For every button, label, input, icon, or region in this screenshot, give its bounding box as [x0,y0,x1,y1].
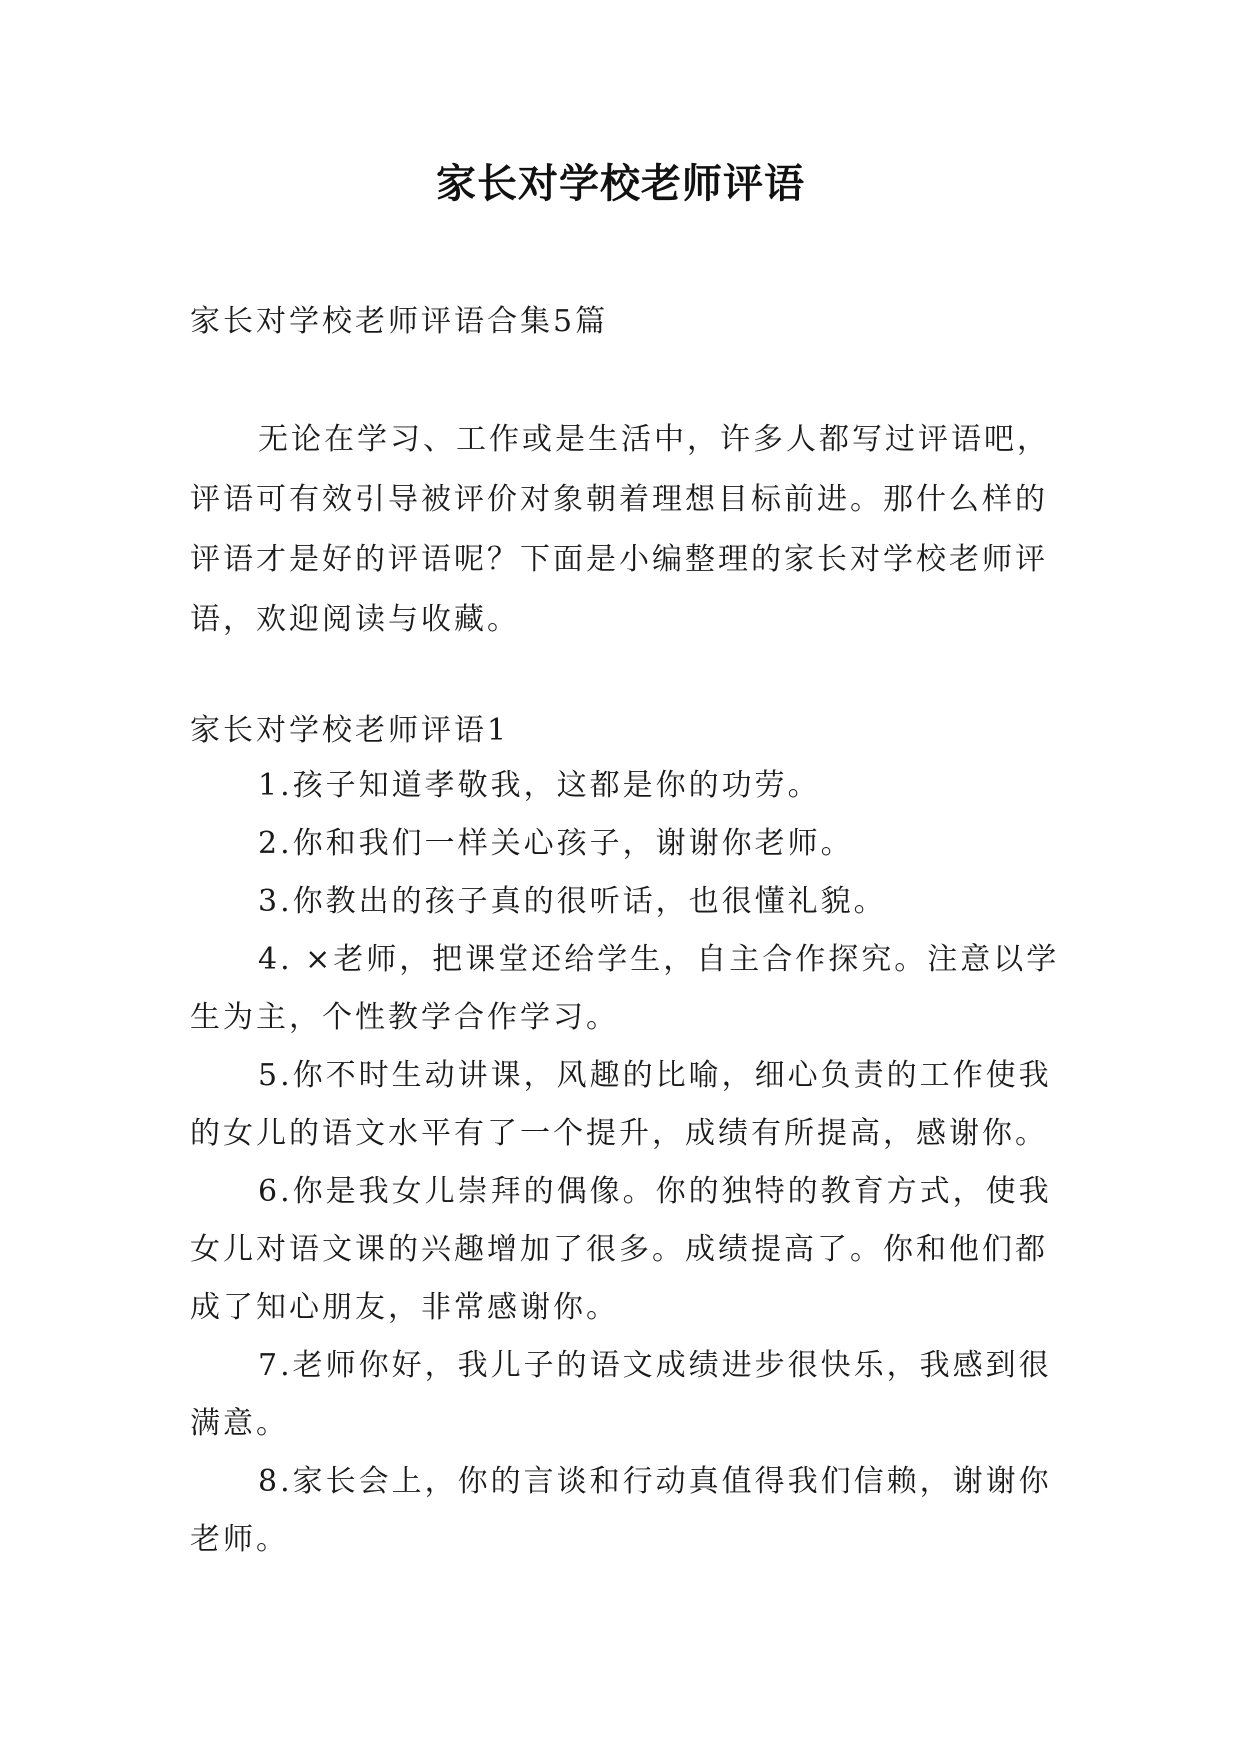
list-item: 4. ×老师，把课堂还给学生，自主合作探究。注意以学生为主，个性教学合作学习。 [190,942,1060,1035]
document-subtitle: 家长对学校老师评语合集5篇 [190,304,609,339]
list-item: 6.你是我女儿崇拜的偶像。你的独特的教育方式，使我女儿对语文课的兴趣增加了很多。成绩提高了。你和他们都成了知心朋友，非常感谢你。 [190,1174,1052,1325]
list-item: 3.你教出的孩子真的很听话，也很懂礼貌。 [258,884,887,919]
document-title: 家长对学校老师评语 [436,160,805,207]
section-heading: 家长对学校老师评语1 [190,713,510,748]
list-item: 8.家长会上，你的言谈和行动真值得我们信赖，谢谢你老师。 [190,1464,1052,1557]
list-item: 7.老师你好，我儿子的语文成绩进步很快乐，我感到很满意。 [190,1348,1052,1441]
list-item: 2.你和我们一样关心孩子，谢谢你老师。 [258,826,854,861]
intro-paragraph: 无论在学习、工作或是生活中，许多人都写过评语吧，评语可有效引导被评价对象朝着理想目标前进。那什么样的评语才是好的评语呢？下面是小编整理的家长对学校老师评语，欢迎阅读与收藏。 [190,422,1050,637]
comment-list [190,757,1060,1569]
list-item: 5.你不时生动讲课，风趣的比喻，细心负责的工作使我的女儿的语文水平有了一个提升，成绩有所提高，感谢你。 [190,1058,1052,1151]
list-item: 1.孩子知道孝敬我，这都是你的功劳。 [258,768,821,803]
